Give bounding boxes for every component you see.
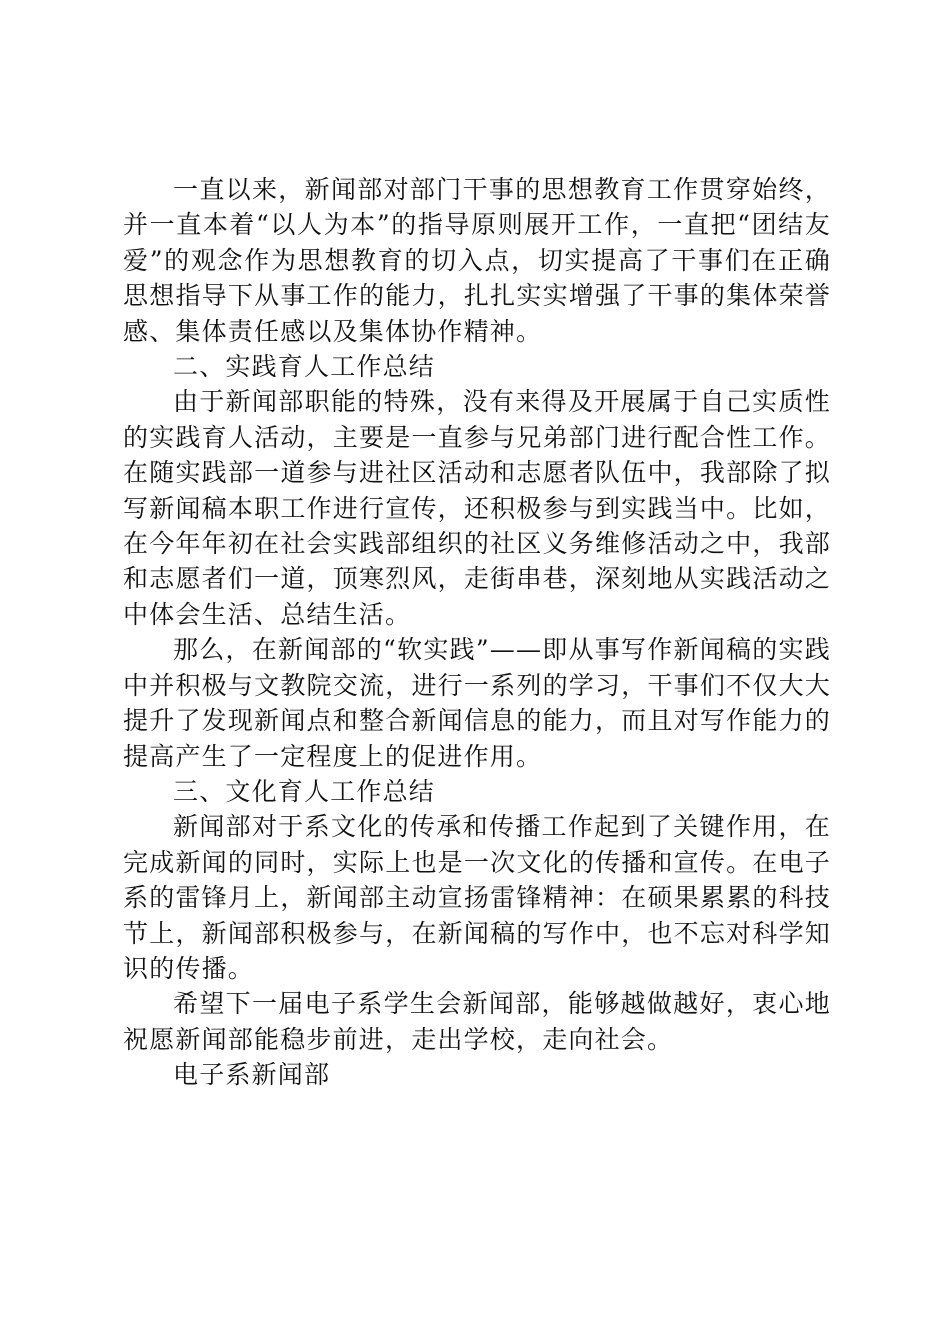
document-body xyxy=(123,172,831,1093)
paragraph-wishes: 希望下一届电子系学生会新闻部，能够越做越好，衷心地祝愿新闻部能稳步前进，走出学校，走向社会。 xyxy=(123,989,831,1054)
paragraph-practice-activities: 由于新闻部职能的特殊，没有来得及开展属于自己实质性的实践育人活动，主要是一直参与兄弟部门进行配合性工作。在随实践部一道参与进社区活动和志愿者队伍中，我部除了拟写新闻稿本职工作进行宣传，还积极参与到实践当中。比如，在今年年初在社会实践部组织的社区义务维修活动之中，我部和志愿者们一道，顶寒烈风，走街串巷，深刻地从实践活动之中体会生活、总结生活。 xyxy=(123,387,831,629)
section-heading-culture: 三、文化育人工作总结 xyxy=(173,776,436,806)
section-heading-practice: 二、实践育人工作总结 xyxy=(173,352,436,382)
paragraph-ideological-education: 一直以来，新闻部对部门干事的思想教育工作贯穿始终，并一直本着“以人为本”的指导原则展开工作，一直把“团结友爱”的观念作为思想教育的切入点，切实提高了干事们在正确思想指导下从事工作的能力，扎扎实实增强了干事的集体荣誉感、集体责任感以及集体协作精神。 xyxy=(123,175,831,346)
paragraph-soft-practice: 那么，在新闻部的“软实践”——即从事写作新闻稿的实践中并积极与文教院交流，进行一系列的学习，干事们不仅大大提升了发现新闻点和整合新闻信息的能力，而且对写作能力的提高产生了一定程度上的促进作用。 xyxy=(123,635,831,771)
paragraph-culture-work: 新闻部对于系文化的传承和传播工作起到了关键作用，在完成新闻的同时，实际上也是一次文化的传播和宣传。在电子系的雷锋月上，新闻部主动宣扬雷锋精神：在硕果累累的科技节上，新闻部积极参与，在新闻稿的写作中，也不忘对科学知识的传播。 xyxy=(123,812,831,983)
signature-department: 电子系新闻部 xyxy=(173,1060,331,1090)
